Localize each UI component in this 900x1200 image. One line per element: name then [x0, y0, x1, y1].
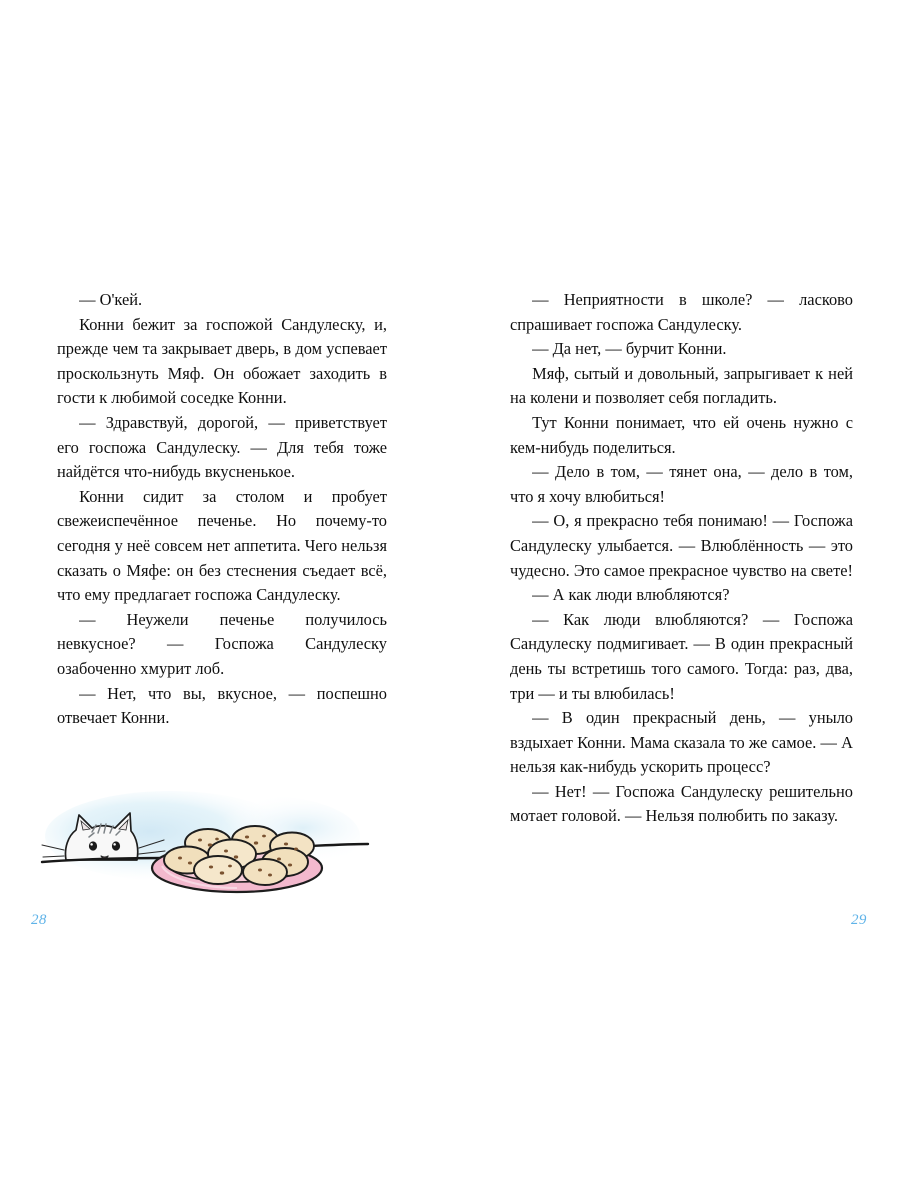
right-page-text-column — [510, 288, 853, 829]
paragraph: Тут Конни понимает, что ей очень нужно с кем-нибудь поделиться. — [510, 412, 853, 457]
paragraph: Конни бежит за госпожой Сандулеску, и, прежде чем та закрывает дверь, в дом успевает проскользнуть Мяф. Он обожает заходить в гости к любимой соседке Конни. — [57, 314, 387, 408]
cat-eye-right — [112, 841, 120, 850]
paragraph: — Неприятности в школе? — ласково спрашивает госпожа Сандулеску. — [510, 290, 853, 334]
paragraph: — Нет! — Госпожа Сандулеску решительно мотает головой. — Нельзя полюбить по заказу. — [510, 781, 853, 826]
page-number-right: 29 — [851, 912, 867, 928]
page-number-left: 28 — [31, 912, 47, 928]
paragraph: — В один прекрасный день, — уныло вздыхает Конни. Мама сказала то же самое. — А нельзя как-нибудь ускорить процесс? — [510, 708, 853, 777]
paragraph: Мяф, сытый и довольный, запрыгивает к ней на колени и позволяет себя погладить. — [510, 363, 853, 408]
cookie — [194, 856, 242, 884]
paragraph: — О, я прекрасно тебя понимаю! — Госпожа Сандулеску улыбается. — Влюблённость — это чудесно. Это самое прекрасное чувство на свете! — [510, 511, 853, 580]
paragraph: — Как люди влюбляются? — Госпожа Сандулеску подмигивает. — В один прекрасный день ты встретишь того самого. Тогда: раз, два, три — и ты влюбилась! — [510, 609, 853, 703]
paragraph: — Да нет, — бурчит Конни. — [532, 339, 727, 359]
left-page-text-column — [57, 288, 387, 731]
paragraph: — Нет, что вы, вкусное, — поспешно отвечает Конни. — [57, 683, 387, 728]
cat-eye-left — [89, 841, 97, 850]
paragraph: — Неужели печенье получилось невкусное? — Госпожа Сандулеску озабоченно хмурит лоб. — [57, 609, 387, 678]
paragraph: — Здравствуй, дорогой, — приветствует его госпожа Сандулеску. — Для тебя тоже найдётся что-нибудь вкусненькое. — [57, 412, 387, 482]
paragraph: Конни сидит за столом и пробует свежеиспечённое печенье. Но почему-то сегодня у неё совсем нет аппетита. Чего нельзя сказать о Мяфе: он без стеснения съедает всё, что ему предлагает госпожа Сандулеску. — [57, 486, 387, 605]
paragraph: — О'кей. — [79, 290, 143, 309]
paragraph: — Дело в том, — тянет она, — дело в том, что я хочу влюбиться! — [510, 462, 853, 506]
cookie — [243, 859, 287, 885]
paragraph: — А как люди влюбляются? — [532, 585, 730, 605]
cat-and-cookies-illustration — [40, 788, 370, 906]
